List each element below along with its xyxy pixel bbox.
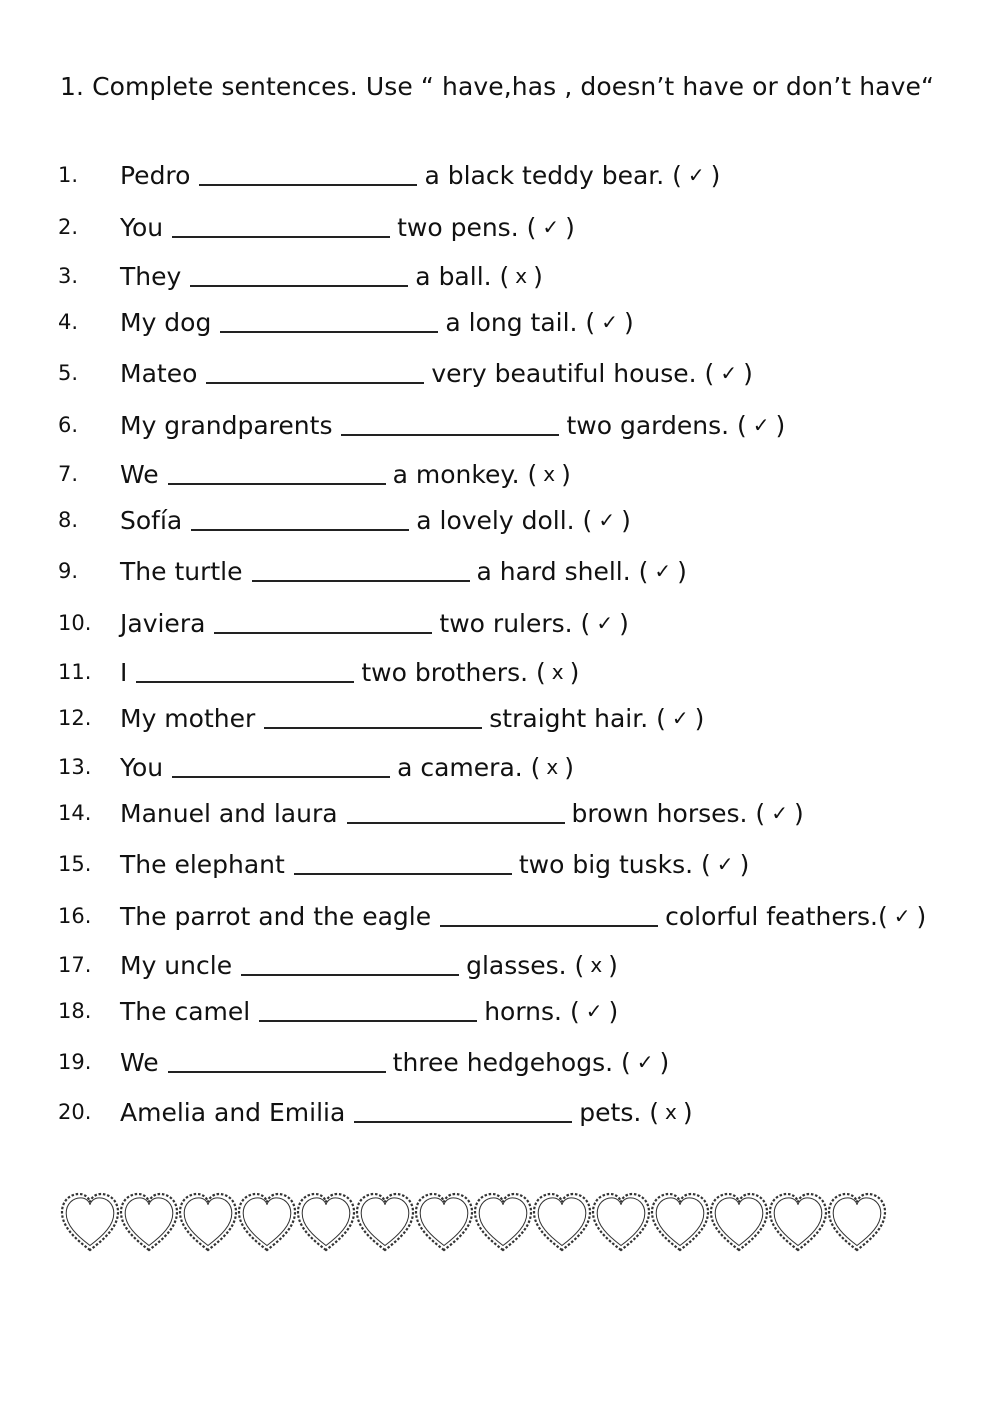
item-number: 9. [58,559,79,583]
sentence-object: two brothers. ( [361,658,546,687]
closing-paren: ) [565,213,575,242]
closing-paren: ) [561,460,571,489]
exercise-item [0,305,1000,339]
sentence-subject: The parrot and the eagle [120,902,432,931]
sentence-subject: My mother [120,704,256,733]
sentence-subject: They [120,262,182,291]
exercise-item [0,948,1000,982]
answer-blank[interactable] [440,901,658,927]
answer-blank[interactable] [294,849,512,875]
check-mark-icon: ✓ [720,361,738,385]
check-mark-icon: ✓ [771,801,788,825]
item-number: 11. [58,660,92,684]
exercise-item [0,796,1000,830]
check-mark-icon: ✓ [542,215,560,239]
heart-outline-icon [475,1194,531,1250]
check-mark-icon: ✓ [598,508,616,532]
sentence-subject: The camel [120,997,251,1026]
check-mark-icon: ✓ [585,999,603,1023]
heart-outline-icon [239,1194,295,1250]
heart-outline-icon [298,1194,354,1250]
sentence-object: glasses. ( [466,951,585,980]
item-number: 12. [58,706,92,730]
sentence-object: a camera. ( [397,753,541,782]
heart-outline-icon [357,1194,413,1250]
item-sentence [120,457,571,492]
closing-paren: ) [916,902,927,931]
answer-blank[interactable] [252,556,470,582]
exercise-item [0,259,1000,293]
sentence-subject: Javiera [120,609,206,638]
sentence-object: two pens. ( [397,213,537,242]
answer-blank[interactable] [199,160,417,186]
closing-paren: ) [623,308,634,337]
item-sentence [120,503,631,538]
sentence-object: two big tusks. ( [518,850,711,879]
closing-paren: ) [564,753,575,782]
sentence-object: horns. ( [484,997,580,1026]
cross-mark-icon: x [590,953,603,977]
answer-blank[interactable] [259,996,477,1022]
item-sentence [120,210,575,245]
check-mark-icon: ✓ [636,1050,654,1074]
sentence-object: three hedgehogs. ( [392,1048,631,1077]
answer-blank[interactable] [354,1097,572,1123]
item-number: 13. [58,755,92,779]
sentence-object: a ball. ( [415,262,510,291]
closing-paren: ) [621,506,631,535]
heart-outline-icon [62,1194,118,1250]
closing-paren: ) [710,161,721,190]
closing-paren: ) [682,1098,693,1127]
answer-blank[interactable] [341,410,559,436]
heart-outline-icon [180,1194,236,1250]
closing-paren: ) [608,997,619,1026]
heart-outline-icon [652,1194,708,1250]
exercise-item [0,899,1000,933]
answer-blank[interactable] [264,703,482,729]
sentence-object: straight hair. ( [489,704,666,733]
answer-blank[interactable] [168,459,386,485]
sentence-subject: We [120,460,159,489]
item-number: 15. [58,852,92,876]
closing-paren: ) [793,799,804,828]
closing-paren: ) [694,704,705,733]
check-mark-icon: ✓ [716,852,734,876]
sentence-subject: You [120,753,164,782]
heart-outline-icon [593,1194,649,1250]
sentence-object: two gardens. ( [566,411,747,440]
answer-blank[interactable] [168,1047,386,1073]
item-number: 17. [58,953,92,977]
item-number: 20. [58,1100,92,1124]
answer-blank[interactable] [220,307,438,333]
item-sentence [120,701,704,736]
item-sentence [120,1045,669,1080]
sentence-subject: The elephant [120,850,285,879]
check-mark-icon: ✓ [654,559,672,583]
check-mark-icon: ✓ [893,904,911,928]
exercise-item [0,457,1000,491]
exercise-item [0,356,1000,390]
closing-paren: ) [743,359,753,388]
exercise-item [0,554,1000,588]
sentence-object: a lovely doll. ( [416,506,593,535]
answer-blank[interactable] [190,261,408,287]
heart-outline-icon [121,1194,177,1250]
item-number: 2. [58,215,79,239]
item-number: 14. [58,801,92,825]
sentence-object: a monkey. ( [392,460,538,489]
item-number: 7. [58,462,79,486]
item-number: 1. [58,163,79,187]
closing-paren: ) [619,609,629,638]
answer-blank[interactable] [172,752,390,778]
item-number: 10. [58,611,92,635]
heart-outline-icon [770,1194,826,1250]
sentence-subject: You [120,213,164,242]
item-sentence [120,655,579,690]
exercise-item [0,655,1000,689]
heart-outline-icon [711,1194,767,1250]
item-sentence [120,948,618,983]
exercise-item [0,1045,1000,1079]
item-sentence [120,356,753,391]
answer-blank[interactable] [206,358,424,384]
sentence-object: two rulers. ( [439,609,591,638]
item-sentence [120,1095,693,1130]
cross-mark-icon: x [543,462,556,486]
item-sentence [120,994,618,1029]
sentence-subject: Amelia and Emilia [120,1098,346,1127]
check-mark-icon: ✓ [687,163,705,187]
answer-blank[interactable] [347,798,565,824]
exercise-item [0,701,1000,735]
exercise-item [0,994,1000,1028]
heart-outline-icon [829,1194,885,1250]
check-mark-icon: ✓ [596,611,614,635]
item-number: 3. [58,264,79,288]
item-sentence [120,259,543,294]
cross-mark-icon: x [546,755,559,779]
check-mark-icon: ✓ [601,310,618,334]
exercise-item [0,750,1000,784]
sentence-object: a black teddy bear. ( [424,161,682,190]
item-sentence [120,305,634,340]
item-sentence [120,796,804,831]
sentence-subject: Pedro [120,161,191,190]
sentence-subject: My grandparents [120,411,333,440]
sentence-subject: Mateo [120,359,198,388]
sentence-object: colorful feathers.( [665,902,888,931]
item-number: 18. [58,999,92,1023]
item-sentence [120,158,720,193]
closing-paren: ) [775,411,786,440]
heart-border [60,1190,900,1256]
sentence-subject: My dog [120,308,212,337]
sentence-object: a long tail. ( [445,308,596,337]
exercise-item [0,1095,1000,1129]
sentence-object: brown horses. ( [571,799,766,828]
item-sentence [120,408,785,443]
closing-paren: ) [569,658,580,687]
item-number: 6. [58,413,79,437]
closing-paren: ) [659,1048,670,1077]
sentence-subject: Manuel and laura [120,799,338,828]
item-sentence [120,899,926,934]
cross-mark-icon: x [665,1100,677,1124]
answer-blank[interactable] [172,212,390,238]
sentence-object: a hard shell. ( [476,557,649,586]
heart-outline-icon [416,1194,472,1250]
closing-paren: ) [608,951,618,980]
heart-outline-icon [534,1194,590,1250]
sentence-subject: The turtle [120,557,243,586]
sentence-subject: My uncle [120,951,233,980]
exercise-item [0,158,1000,192]
item-sentence [120,606,629,641]
sentence-object: pets. ( [579,1098,660,1127]
exercise-item [0,408,1000,442]
cross-mark-icon: x [551,660,564,684]
answer-blank[interactable] [241,950,459,976]
sentence-subject: I [120,658,128,687]
closing-paren: ) [533,262,543,291]
instruction-heading: 1. Complete sentences. Use “ have,has , doesn’t have or don’t have“ [60,72,935,101]
exercise-item [0,606,1000,640]
answer-blank[interactable] [214,608,432,634]
item-number: 5. [58,361,79,385]
exercise-item [0,210,1000,244]
item-number: 4. [58,310,79,334]
item-number: 19. [58,1050,92,1074]
closing-paren: ) [677,557,687,586]
sentence-object: very beautiful house. ( [431,359,715,388]
sentence-subject: Sofía [120,506,183,535]
item-sentence [120,554,687,589]
exercise-item [0,503,1000,537]
check-mark-icon: ✓ [752,413,770,437]
sentence-subject: We [120,1048,159,1077]
answer-blank[interactable] [191,505,409,531]
item-number: 16. [58,904,92,928]
item-sentence [120,847,749,882]
check-mark-icon: ✓ [671,706,689,730]
exercise-item [0,847,1000,881]
item-number: 8. [58,508,79,532]
closing-paren: ) [739,850,750,879]
answer-blank[interactable] [136,657,354,683]
cross-mark-icon: x [515,264,528,288]
item-sentence [120,750,574,785]
